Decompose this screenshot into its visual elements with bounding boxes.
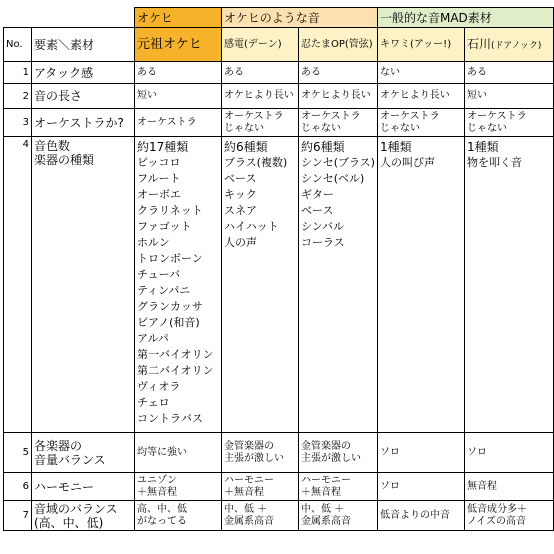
instrument-item: シンセ(ベル) (301, 172, 365, 185)
header-nintama: 忍たまOP(管弦) (299, 28, 378, 62)
cell (299, 473, 378, 501)
cell: 低音よりの中音 (377, 501, 464, 531)
table-row (4, 109, 554, 137)
instrument-item: トロンボーン (137, 252, 203, 265)
cell (222, 501, 299, 531)
cell (222, 473, 299, 501)
table-row (4, 433, 554, 473)
cell (299, 109, 378, 137)
cell-line: じゃない (301, 122, 341, 134)
cell: ある (222, 62, 299, 84)
cell-line: ハーモニー (301, 474, 351, 486)
cell-line: ノイズの高音 (466, 515, 526, 527)
instrument-count: 約6種類 (301, 140, 345, 154)
instrument-item: ヴィオラ (137, 380, 181, 393)
group-header-mad: 一般的な音MAD素材 (377, 8, 553, 28)
row-label: オーケストラか? (32, 109, 135, 137)
cell-line: ＋無音程 (224, 486, 264, 498)
cell-line: がなってる (137, 515, 187, 527)
cell (464, 501, 553, 531)
instrument-count: 約17種類 (137, 140, 189, 154)
cell-line: 中、低 ＋ (301, 503, 345, 515)
cell-line: オーケストラ (224, 110, 284, 122)
cell-line: ハーモニー (224, 474, 274, 486)
instrument-item: 第一バイオリン (137, 348, 214, 361)
instrument-item: 人の叫び声 (379, 156, 435, 169)
instrument-item: オーボエ (137, 188, 181, 201)
instrument-count: 1種類 (379, 140, 412, 154)
instrument-item: ギター (301, 188, 334, 201)
row-number: 4 (4, 137, 32, 433)
cell-instrument-list (135, 137, 222, 433)
cell-line: 主張が激しい (224, 452, 284, 464)
instrument-item: フルート (137, 172, 181, 185)
cell-line: 金属系高音 (224, 515, 274, 527)
cell: オケヒより長い (299, 84, 378, 109)
instrument-item: ティンパニ (137, 284, 191, 297)
row-label-line: 音域のバランス (34, 501, 118, 516)
row-label-line: 各楽器の (34, 438, 83, 453)
instrument-item: シンバル (301, 220, 344, 233)
cell: 均等に強い (135, 433, 222, 473)
instrument-item: クラリネット (137, 204, 203, 217)
table-row (4, 473, 554, 501)
instrument-item: チューバ (137, 268, 181, 281)
cell (377, 109, 464, 137)
row-label-line: (高、中、低) (34, 515, 104, 530)
instrument-item: ベース (301, 204, 334, 217)
row-number: 6 (4, 473, 32, 501)
cell: ソロ (377, 433, 464, 473)
header-original-orchestra-hit: 元祖オケヒ (135, 28, 222, 62)
cell (299, 433, 378, 473)
instrument-count: 1種類 (466, 140, 499, 154)
cell-line: ＋無音程 (301, 486, 341, 498)
row-number: 1 (4, 62, 32, 84)
instrument-item: グランカッサ (137, 300, 203, 313)
cell-line: 金管楽器の (224, 440, 274, 452)
cell-line: 高、中、低 (137, 503, 187, 515)
cell (222, 433, 299, 473)
cell-line: オーケストラ (301, 110, 361, 122)
instrument-item: コントラバス (137, 412, 203, 425)
row-label (32, 433, 135, 473)
cell: オーケストラ (135, 109, 222, 137)
cell-line: 金属系高音 (301, 515, 351, 527)
group-header-original: オケヒ (135, 8, 222, 28)
cell-instrument-list (299, 137, 378, 433)
row-label (32, 501, 135, 531)
header-ishikawa (464, 28, 553, 62)
header-ishikawa-sub: (ドアノック) (491, 41, 542, 51)
instrument-item: コーラス (301, 236, 345, 249)
row-number: 5 (4, 433, 32, 473)
row-label: アタック感 (32, 62, 135, 84)
cell: ない (377, 62, 464, 84)
blank-cell (32, 8, 135, 28)
instrument-item: ファゴット (137, 220, 192, 233)
row-label: 音の長さ (32, 84, 135, 109)
row-label-line: 音量バランス (34, 452, 106, 467)
cell-line: じゃない (379, 122, 420, 134)
cell: オケヒより長い (222, 84, 299, 109)
cell-line: ＋無音程 (137, 486, 177, 498)
cell-line: 主張が激しい (301, 452, 361, 464)
instrument-item: シンセ(ブラス) (301, 156, 375, 169)
cell: ある (299, 62, 378, 84)
instrument-item: キック (224, 188, 257, 201)
instrument-item: ピッコロ (137, 156, 181, 169)
instrument-item: スネア (224, 204, 257, 217)
cell: ある (135, 62, 222, 84)
instrument-item: 物を叩く音 (466, 156, 522, 169)
cell: ソロ (464, 433, 553, 473)
cell (222, 109, 299, 137)
instrument-item: チェロ (137, 396, 170, 409)
row-label: ハーモニー (32, 473, 135, 501)
instrument-item: ベース (224, 172, 257, 185)
table-row (4, 501, 554, 531)
instrument-item: ピアノ(和音) (137, 316, 200, 329)
cell-line: じゃない (466, 122, 507, 134)
cell (135, 473, 222, 501)
row-label-line: 音色数 (34, 139, 71, 153)
cell-line: オーケストラ (466, 110, 527, 122)
header-kiwami: キワミ(アッー!) (377, 28, 464, 62)
cell-line: オーケストラ (379, 110, 440, 122)
row-label-line: 楽器の種類 (34, 153, 95, 167)
table-row (4, 137, 554, 433)
instrument-item: 人の声 (224, 236, 257, 249)
table-row (4, 84, 554, 109)
cell-line: じゃない (224, 122, 264, 134)
cell-line: 低音成分多＋ (466, 503, 527, 515)
cell (464, 109, 553, 137)
row-number: 7 (4, 501, 32, 531)
cell: 短い (135, 84, 222, 109)
cell (299, 501, 378, 531)
table-row (4, 62, 554, 84)
row-number: 3 (4, 109, 32, 137)
instrument-item: 第二バイオリン (137, 364, 214, 377)
row-number: 2 (4, 84, 32, 109)
instrument-item: ハイハット (224, 220, 279, 233)
instrument-item: ブラス(複数) (224, 156, 288, 169)
cell: ソロ (377, 473, 464, 501)
cell-line: 中、低 ＋ (224, 503, 268, 515)
cell-line: 金管楽器の (301, 440, 351, 452)
instrument-item: ホルン (137, 236, 170, 249)
cell-instrument-list (222, 137, 299, 433)
cell-instrument-list (377, 137, 464, 433)
cell (135, 501, 222, 531)
instrument-item: アルパ (137, 332, 169, 345)
group-header-similar: オケヒのような音 (222, 8, 378, 28)
cell: 短い (464, 84, 553, 109)
blank-cell (4, 8, 32, 28)
cell: 無音程 (464, 473, 553, 501)
cell-instrument-list (464, 137, 553, 433)
row-label (32, 137, 135, 433)
header-no: No. (4, 28, 32, 62)
instrument-count: 約6種類 (224, 140, 268, 154)
header-kanden: 感電(デーン) (222, 28, 299, 62)
cell: ある (464, 62, 553, 84)
cell-line: ユニゾン (137, 474, 177, 486)
comparison-table (3, 7, 554, 531)
header-ishikawa-main: 石川 (466, 37, 491, 51)
cell: オケヒより長い (377, 84, 464, 109)
header-element: 要素＼素材 (32, 28, 135, 62)
